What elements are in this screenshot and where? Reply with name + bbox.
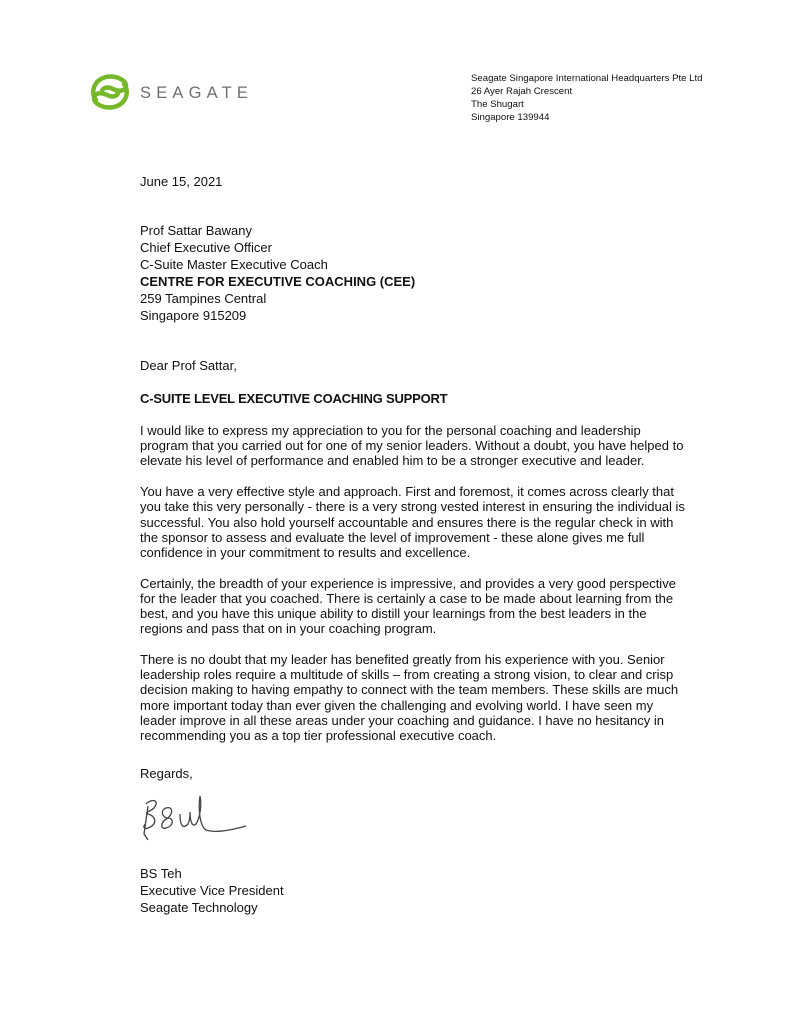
handwritten-signature [138,790,253,850]
recipient-address: Singapore 915209 [140,308,247,323]
letter-date: June 15, 2021 [140,174,223,189]
closing: Regards, [140,766,193,781]
subject-line: C-SUITE LEVEL EXECUTIVE COACHING SUPPORT [140,391,448,406]
recipient-organization: CENTRE FOR EXECUTIVE COACHING (CEE) [140,274,416,289]
body-paragraph: Certainly, the breadth of your experience is impressive, and provides a very good perspective for the leader that you coached. There is certainly a case to be made about learning from the best, and you have this unique ability to distill your learnings from the best leaders in the regions and pass that on in your coaching program. [140,575,676,637]
signer-company: Seagate Technology [140,900,258,915]
recipient-address: 259 Tampines Central [140,291,267,306]
recipient-name: Prof Sattar Bawany [140,223,252,238]
signer-name: BS Teh [140,866,182,881]
body-paragraph: You have a very effective style and approach. First and foremost, it comes across clearly that you take this very personally - there is a very strong vested interest in ensuring the individual is successful. You also hold yourself accountable and ensures there is the regular check in with the sponsor to assess and evaluate the level of improvement - these alone gives me full confidence in your commitment to results and excellence. [140,484,685,560]
recipient-title: Chief Executive Officer [140,240,272,255]
recipient-block [140,222,415,324]
signer-block [140,865,284,916]
letter-body [140,423,688,759]
seagate-logo [88,70,258,114]
seagate-swirl-icon [88,70,132,114]
address-line: The Shugart [471,99,524,110]
body-paragraph: I would like to express my appreciation to you for the personal coaching and leadership program that you carried out for one of my senior leaders. Without a doubt, you have helped to elevate his level of performance and enabled him to be a stronger executive and leader. [140,423,684,469]
logo-wordmark: SEAGATE [140,84,254,102]
address-line: Seagate Singapore International Headquarters Pte Ltd [471,73,703,84]
address-line: 26 Ayer Rajah Crescent [471,86,573,97]
recipient-title: C-Suite Master Executive Coach [140,257,328,272]
body-paragraph: There is no doubt that my leader has benefited greatly from his experience with you. Senior leadership roles require a multitude of skills – from creating a strong vision, to clear and crisp decision making to having empathy to connect with the team members. These skills are much more important today than ever given the challenging and evolving world. I have seen my leader improve in all these areas under your coaching and guidance. I have no hesitancy in recommending you as a top tier professional executive coach. [140,651,679,743]
company-address [471,72,702,124]
address-line: Singapore 139944 [471,112,550,123]
salutation: Dear Prof Sattar, [140,358,237,373]
signer-title: Executive Vice President [140,883,284,898]
